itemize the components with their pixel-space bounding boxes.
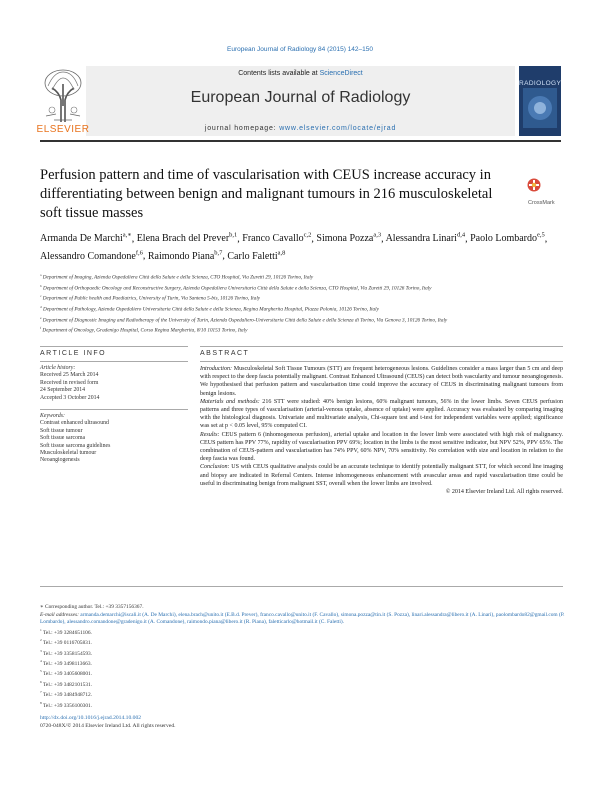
contents-line — [86, 70, 515, 77]
corresponding-author: ∗ Corresponding author. Tel.: +39 3357156367. — [40, 604, 144, 610]
abstract-body — [200, 365, 563, 496]
abstract-paragraph: Results: CEUS pattern 6 (inhomogeneous perfusion), arterial uptake and location in the lower limb were associated with high risk of malignancy. CEUS pattern has PPV 77%, rapidity of vascularisation PPV 69%; location in the limbs is the most sensitive indicator, but NPV 52%, PPV 65%. The combination of CEUS-pattern and vascularisation has 74% PPV, 60% NPV, 70% sensitivity. No correlation with size and location in relation to the deep fascia was found. — [200, 431, 563, 463]
article-info-heading: ARTICLE INFO — [40, 350, 107, 357]
keywords-label: Keywords: — [40, 413, 65, 419]
author[interactable]: Carlo Faletti$^{a,8}$ — [227, 249, 286, 262]
homepage-label: journal homepage: — [204, 125, 280, 132]
abstract-rule-top — [200, 346, 563, 347]
article-info-rule-top — [40, 346, 188, 347]
author[interactable]: Elena Brach del Prever$^{b,1}$ — [136, 232, 238, 245]
tel-footnote: $^8$ Tel.: +39 3356100301. — [40, 700, 93, 709]
tel-footnote: $^4$ Tel.: +39 3498113663. — [40, 658, 92, 667]
abstract-heading: ABSTRACT — [200, 350, 250, 357]
article-title: Perfusion pattern and time of vascularisation with CEUS increase accuracy in differentiating between benign and malignant tumours in 216 musculoskeletal soft tissue masses — [40, 167, 493, 221]
abstract-paragraph: Materials and methods: 216 STT were studied: 40% benign lesions, 60% malignant tumours, 56% in the lower limbs. Seven CEUS perfusion patterns and three types of vascularisation (arterial-venous uptake, absence of uptake) were applied. Accuracy was evaluated by comparing imaging with the histological diagnosis. Univariate and multivariate analysis, Chi-square test and t-test for independent variables were applied; significance was set at p < 0.05 level, 95% computed CI. — [200, 398, 564, 430]
tel-footnote: $^5$ Tel.: +39 3405608001. — [40, 669, 93, 678]
keyword: Neoangiogenesis — [40, 457, 80, 464]
abstract-rule — [200, 361, 563, 362]
crossmark-label: CrossMark — [528, 200, 555, 207]
author[interactable]: Franco Cavallo$^{c,2}$ — [242, 232, 312, 245]
article-history — [40, 365, 188, 402]
crossmark-badge[interactable] — [527, 176, 567, 212]
journal-cover-thumbnail[interactable] — [519, 66, 561, 136]
author[interactable]: Paolo Lombardo$^{e,5}$ — [470, 232, 545, 245]
author[interactable]: Simona Pozza$^{a,3}$ — [316, 232, 382, 245]
author[interactable]: Alessandro Comandone$^{f,6}$ — [40, 249, 143, 262]
tel-footnote: $^1$ Tel.: +39 3284651106. — [40, 627, 92, 636]
author[interactable]: Alessandra Linari$^{d,4}$ — [385, 232, 466, 245]
history-label: Article history: — [40, 365, 76, 371]
tel-footnote: $^3$ Tel.: +39 3358154593. — [40, 648, 93, 657]
tel-footnote: $^6$ Tel.: +39 3482101531. — [40, 679, 93, 688]
author[interactable]: Raimondo Piana$^{b,7}$ — [147, 249, 223, 262]
email-list[interactable]: armanda.demarchi@iscali.it (A. De Marchi), elena.brach@unito.it (E.B.d. Prever), franco.cavallo@unito.it (F. Cavallo), simona.pozza@tin.it (S. Pozza), linari.alessandra@libero.it (A. Linari), paolombardo82@gmail.com (P. Lombardo), alessandro.comandone@gradenigo.it (A. Comandone), raimondo.piana@libero.it (R. Piana), faletticarlo@hotmail.it (C. Faletti). — [40, 611, 565, 626]
affiliation: $^f$ Department of Oncology, Gradenigo Hospital, Corso Regina Margherita, 8/10 10153 Torino, Italy — [40, 326, 248, 334]
abstract-paragraph: Introduction: Musculoskeletal Soft Tissue Tumours (STT) are frequent heterogeneous lesions. Guidelines consider a mass larger than 5 cm and deep with respect to the deep fascia potentially malignant. Contrast Enhanced Ultrasound (CEUS) can detect both vascularity and tumour neoangiogenesis. We hypothesised that perfusion pattern and vascularisation time could improve the accuracy of CEUS in discriminating malignant tumours from benign lesions. — [200, 366, 563, 397]
header-divider — [40, 140, 561, 142]
tel-footnote: $^2$ Tel.: +39 0116705831. — [40, 638, 92, 646]
crossmark-icon — [527, 178, 541, 192]
abstract-bottom-rule — [40, 586, 563, 587]
affiliation: $^d$ Department of Pathology, Azienda Ospedaliero Universitaria Città della Salute e della Scienza, Regina Margherita Hospital, Piazza Polonia, 10126 Torino, Italy — [40, 304, 379, 313]
tel-footnote: $^7$ Tel.: +39 3484948712. — [40, 690, 93, 698]
author[interactable]: Armanda De Marchi$^{a,∗}$ — [40, 232, 132, 245]
affiliation: $^b$ Department of Orthopaedic Oncology and Reconstructive Surgery, Azienda Ospedaliera Universitaria Città della Salute e della Scienza, CTO Hospital, Via Zuretti 29, 10126 Torino, Italy — [40, 283, 432, 292]
email-addresses: E-mail addresses: armanda.demarchi@iscali.it (A. De Marchi), elena.brach@unito.it (E.B.d. Prever), franco.cavallo@unito.it (F. Cavallo), simona.pozza@tin.it (S. Pozza), linari.alessandra@libero.it (A. Linari), paolombardo82@gmail.com (P. Lombardo), alessandro.comandone@gradenigo.it (A. Comandone), raimondo.piana@libero.it (R. Piana), faletticarlo@hotmail.it (C. Faletti). — [40, 611, 565, 626]
keyword: Contrast enhanced ultrasound — [40, 420, 109, 427]
history-item: Received 25 March 2014 — [40, 372, 99, 379]
keywords-rule — [40, 409, 188, 410]
homepage-link[interactable]: www.elsevier.com/locate/ejrad — [279, 125, 397, 132]
history-item: Received in revised form — [40, 379, 99, 386]
journal-homepage — [86, 125, 515, 132]
author-list: Armanda De Marchi$^{a,∗}$, Elena Brach del Prever$^{b,1}$, Franco Cavallo$^{c,2}$, Simona Pozza$^{a,3}$, Alessandra Linari$^{d,4}$, Paolo Lombardo$^{e,5}$, Alessandro Comandone$^{f,6}$, Raimondo Piana$^{b,7}$, Carlo Faletti$^{a,8}$ — [40, 232, 548, 262]
doi-block — [40, 715, 176, 730]
keyword: Musculoskeletal tumour — [40, 450, 97, 457]
keyword: Soft tissue sarcoma guidelines — [40, 442, 111, 449]
doi-link[interactable]: http://dx.doi.org/10.1016/j.ejrad.2014.10.002 — [40, 715, 142, 721]
affiliation: $^a$ Department of Imaging, Azienda Ospedaliera Città della Salute e della Scienza, CTO Hospital, Via Zuretti 29, 10126 Torino, Italy — [40, 273, 314, 281]
elsevier-wordmark: ELSEVIER — [36, 124, 90, 135]
history-item: Accepted 3 October 2014 — [40, 394, 100, 401]
affiliation: $^e$ Department of Diagnostic Imaging and Radiotherapy of the University of Turin, Azienda Ospedaliero-Universitaria Città della Salute e della Scienza di Torino, Via Genova 3, 10126 Torino, Italy — [40, 315, 448, 324]
contents-prefix: Contents lists available at — [238, 70, 320, 77]
affiliations — [40, 272, 565, 336]
history-item: 24 September 2014 — [40, 387, 86, 394]
keywords — [40, 413, 188, 465]
abstract-copyright: © 2014 Elsevier Ireland Ltd. All rights reserved. — [445, 489, 563, 496]
keyword: Soft tissue tumour — [40, 427, 83, 434]
footnotes — [40, 604, 565, 710]
journal-reference[interactable]: European Journal of Radiology 84 (2015) 142–150 — [227, 46, 373, 53]
keyword: Soft tissue sarcoma — [40, 435, 86, 442]
article-info-rule — [40, 361, 188, 362]
affiliation: $^c$ Department of Public health and Paediatrics, University of Turin, Via Santena 5-bis, 10126 Torino, Italy — [40, 294, 261, 303]
cover-title: RADIOLOGY — [519, 80, 562, 87]
abstract-paragraph: Conclusion: US with CEUS qualitative analysis could be an accurate technique to identify potentially malignant STT, for which second line imaging and biopsy are indicated in Referral Centers. Intense inhomogeneous enhancement with avascular areas and rapid vascularisation time could be useful in discriminating benign from malignant SST, overall when the lower limbs are involved. — [200, 464, 563, 487]
journal-title: European Journal of Radiology — [190, 89, 411, 106]
sciencedirect-link[interactable]: ScienceDirect — [319, 70, 363, 77]
issn-line: 0720-048X/© 2014 Elsevier Ireland Ltd. All rights reserved. — [40, 722, 176, 729]
